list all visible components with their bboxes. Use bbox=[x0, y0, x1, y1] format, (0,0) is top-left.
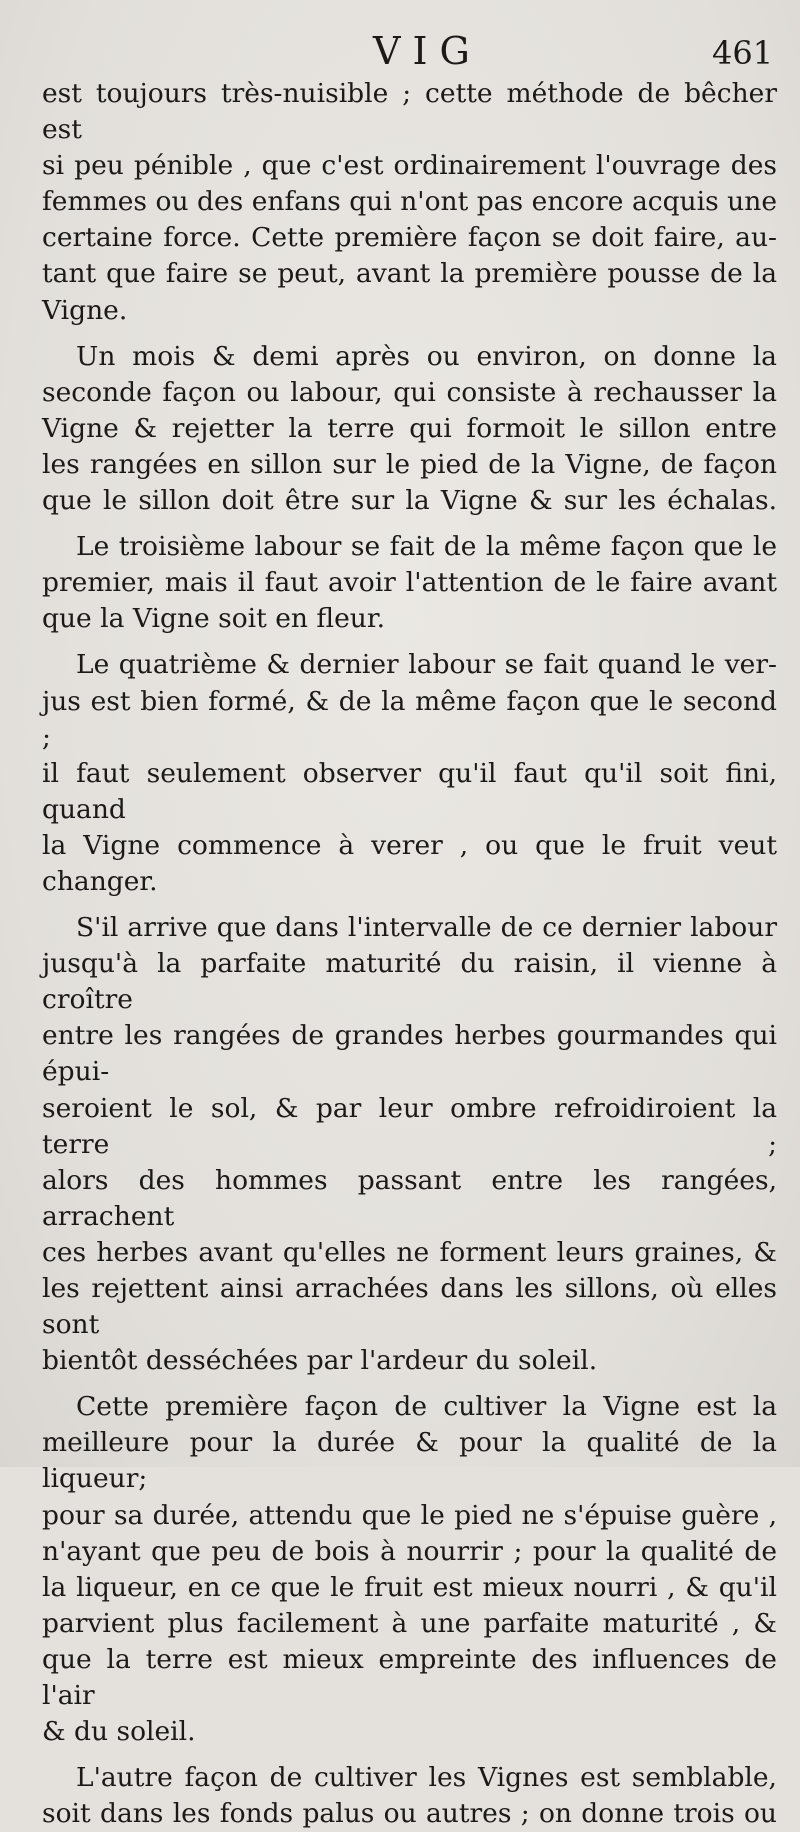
text-line: changer. bbox=[42, 865, 158, 897]
text-line: ces herbes avant qu'elles ne forment leurs graines, & bbox=[42, 1236, 777, 1268]
text-line: que la terre est mieux empreinte des influences de l'air bbox=[42, 1643, 777, 1712]
text-line: femmes ou des enfans qui n'ont pas encore acquis une bbox=[42, 186, 777, 218]
paragraph-first-line: L'autre façon de cultiver les Vignes est semblable, bbox=[76, 1762, 777, 1794]
text-line: premier, mais il faut avoir l'attention de le faire avant bbox=[42, 567, 777, 599]
text-line: que le sillon doit être sur la Vigne & sur les échalas. bbox=[42, 485, 777, 517]
text-line: seconde façon ou labour, qui consiste à rechausser la bbox=[42, 376, 777, 408]
text-line: seroient le sol, & par leur ombre refroidiroient la terre ; bbox=[42, 1092, 777, 1160]
running-head bbox=[0, 26, 800, 76]
paragraph-first-line: Le quatrième & dernier labour se fait quand le ver- bbox=[76, 649, 777, 681]
text-line: que la Vigne soit en fleur. bbox=[42, 603, 385, 635]
body-text bbox=[42, 76, 777, 1832]
text-line: meilleure pour la durée & pour la qualité de la liqueur; bbox=[42, 1427, 777, 1495]
text-line: parvient plus facilement à une parfaite maturité , & bbox=[42, 1607, 777, 1639]
text-line: tant que faire se peut, avant la première pousse de la bbox=[42, 258, 777, 290]
paragraph-first-line: Un mois & demi après ou environ, on donne la bbox=[76, 340, 777, 372]
paragraph-first-line: Cette première façon de cultiver la Vigne est la bbox=[76, 1391, 777, 1423]
text-line: n'ayant que peu de bois à nourrir ; pour la qualité de bbox=[42, 1535, 777, 1567]
text-line: est toujours très-nuisible ; cette méthode de bêcher est bbox=[42, 78, 777, 146]
running-title: VIG bbox=[373, 29, 482, 73]
text-line: pour sa durée, attendu que le pied ne s'épuise guère , bbox=[42, 1499, 777, 1531]
text-line: la liqueur, en ce que le fruit est mieux nourri , & qu'il bbox=[42, 1571, 777, 1603]
text-line: entre les rangées de grandes herbes gourmandes qui épui- bbox=[42, 1020, 777, 1088]
page-number: 461 bbox=[712, 34, 774, 72]
text-line: les rejettent ainsi arrachées dans les sillons, où elles sont bbox=[42, 1273, 777, 1341]
text-line: jusqu'à la parfaite maturité du raisin, il vienne à croître bbox=[42, 948, 777, 1016]
paragraph-first-line: S'il arrive que dans l'intervalle de ce dernier labour bbox=[76, 912, 777, 944]
text-line: alors des hommes passant entre les rangées, arrachent bbox=[42, 1164, 777, 1232]
text-line: certaine force. Cette première façon se doit faire, au- bbox=[42, 222, 777, 254]
text-line: si peu pénible , que c'est ordinairement l'ouvrage des bbox=[42, 150, 777, 182]
text-line: soit dans les fonds palus ou autres ; on donne trois ou bbox=[42, 1798, 777, 1830]
text-line: Vigne & rejetter la terre qui formoit le sillon entre bbox=[42, 412, 777, 444]
text-line: il faut seulement observer qu'il faut qu'il soit fini, quand bbox=[42, 757, 777, 825]
text-line: jus est bien formé, & de la même façon que le second ; bbox=[42, 685, 777, 753]
text-line: & du soleil. bbox=[42, 1716, 196, 1748]
text-line: la Vigne commence à verer , ou que le fruit veut bbox=[42, 829, 777, 861]
text-line: les rangées en sillon sur le pied de la Vigne, de façon bbox=[42, 448, 777, 480]
paragraph-first-line: Le troisième labour se fait de la même façon que le bbox=[76, 531, 777, 563]
text-line: Vigne. bbox=[42, 294, 128, 326]
text-line: bientôt desséchées par l'ardeur du soleil. bbox=[42, 1345, 598, 1377]
